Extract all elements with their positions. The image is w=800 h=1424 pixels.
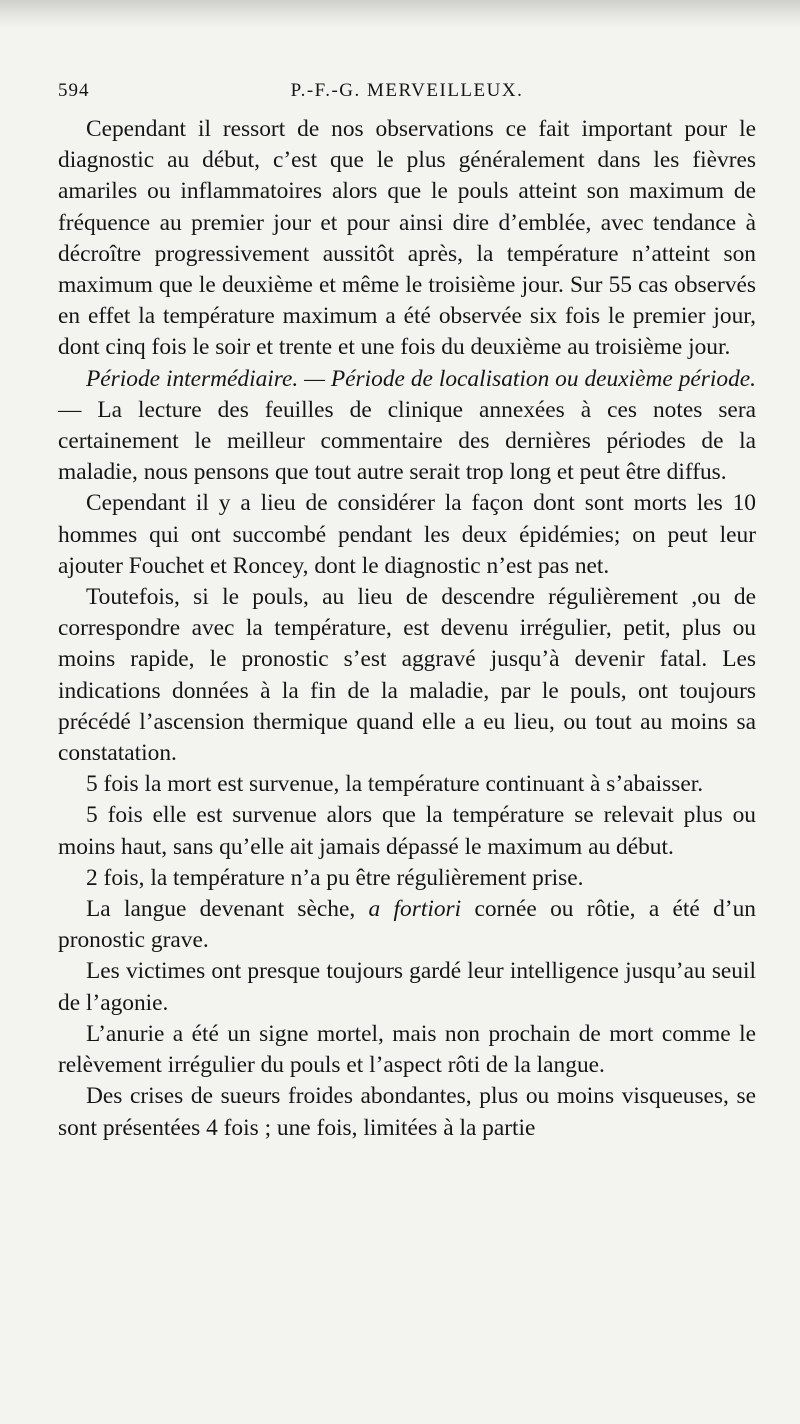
scan-top-shadow	[0, 0, 800, 28]
paragraph-cas-relevement: 5 fois elle est survenue alors que la température se relevait plus ou moins haut, sans qu’elle ait jamais dépassé le maximum au début.	[58, 802, 756, 860]
paragraph-text: cornée ou rôtie, a été d’un pronostic grave.	[58, 896, 756, 954]
page-number: 594	[58, 80, 90, 101]
paragraph-diagnostic: Cependant il ressort de nos observations ce fait important pour le diagnostic au début, c’est que le plus généralement dans les fièvres amariles ou inflammatoires alors que le pouls atteint son maximum de fréquence au premier jour et pour ainsi dire d’emblée, avec tendance à décroître progressivement aussitôt après, la température n’atteint son maximum que le deuxième et même le troisième jour. Sur 55 cas observés en effet la température maximum a été observée six fois le premier jour, dont cinq fois le soir et trente et une fois du deuxième au troisième jour.	[58, 116, 756, 361]
running-head: P.-F.-G. MERVEILLEUX.	[290, 80, 524, 101]
book-page	[58, 80, 756, 1144]
paragraph-sueurs: Des crises de sueurs froides abondantes, plus ou moins visqueuses, se sont présentées 4 fois ; une fois, limitées à la partie	[58, 1083, 756, 1141]
section-heading: Période intermédiaire. — Période de localisation ou deuxième période.	[86, 365, 756, 392]
paragraph-periode-intermediaire	[58, 364, 756, 489]
paragraph-langue	[58, 894, 756, 956]
paragraph-anurie: L’anurie a été un signe mortel, mais non prochain de mort comme le relèvement irrégulier du pouls et l’aspect rôti de la langue.	[58, 1020, 756, 1079]
paragraph-morts: Cependant il y a lieu de considérer la façon dont sont morts les 10 hommes qui ont succombé pendant les deux épidémies; on peut leur ajouter Fouchet et Roncey, dont le diagnostic n’est pas net.	[58, 490, 756, 579]
body-text	[58, 114, 756, 1144]
paragraph-cas-abaissement: 5 fois la mort est survenue, la température continuant à s’abaisser.	[86, 771, 704, 798]
paragraph-pouls: Toutefois, si le pouls, au lieu de descendre régulièrement ,ou de correspondre avec la température, est devenu irrégulier, petit, plus ou moins rapide, le pronostic s’est aggravé jusqu’à devenir fatal. Les indications données à la fin de la maladie, par le pouls, ont toujours précédé l’ascension thermique quand elle a eu lieu, ou tout au moins sa constatation.	[58, 584, 756, 767]
paragraph-text: — La lecture des feuilles de clinique annexées à ces notes sera certainement le meilleur commentaire des dernières périodes de la maladie, nous pensons que tout autre serait trop long et peut être diffus.	[58, 396, 756, 486]
paragraph-intelligence: Les victimes ont presque toujours gardé leur intelligence jusqu’au seuil de l’agonie.	[58, 958, 756, 1016]
italic-phrase: a fortiori	[368, 896, 462, 923]
page-header	[58, 80, 756, 114]
paragraph-cas-non-pris: 2 fois, la température n’a pu être régulièrement prise.	[86, 864, 584, 891]
paragraph-text: La langue devenant sèche,	[86, 896, 369, 923]
